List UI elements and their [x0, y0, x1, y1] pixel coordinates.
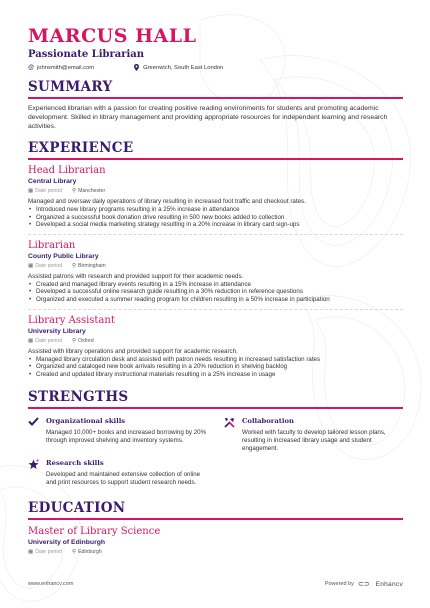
- powered-by: [325, 580, 403, 588]
- date-item: [28, 188, 62, 194]
- bullet-item: • Organized and executed a summer reading program for children resulting in a 50% increase in participation: [28, 296, 403, 304]
- job-meta: [28, 263, 403, 269]
- enhancv-logo-icon: ⊂⊃: [357, 581, 370, 588]
- job-description: Assisted patrons with research and provided support for their academic needs.: [28, 272, 244, 280]
- strength-description: Managed 10,000+ books and increased borrowing by 20% through improved shelving and inventory systems.: [46, 429, 207, 445]
- bullet-item: • Created and updated library instructional materials resulting in a 25% increase in usage: [28, 371, 403, 379]
- calendar-icon: ▦: [28, 188, 34, 194]
- strength-description: Worked with faculty to develop tailored lesson plans, resulting in increased library usage and student engagement.: [242, 429, 386, 452]
- job-entry: [28, 165, 403, 229]
- strengths-heading: STRENGTHS: [28, 389, 129, 406]
- bullet-item: • Introduced new library programs resulting in a 25% increase in attendance: [28, 206, 403, 214]
- map-pin-icon: ⚲: [72, 337, 77, 344]
- summary-text: Experienced librarian with a passion for creating positive reading environments for students and promoting academic development. Skilled in library management and providing appropriate resources for independent learning and research activities.: [28, 105, 388, 130]
- at-sign-icon: @: [28, 65, 35, 71]
- company-name: County Public Library: [28, 252, 99, 260]
- date-item: [28, 549, 62, 555]
- bullet-item: • Organized and cataloged new book arrivals resulting in a 20% reduction in shelving backlog: [28, 363, 403, 371]
- bullet-item: • Developed a social media marketing strategy resulting in a 20% increase in library card sign-ups: [28, 221, 403, 229]
- job-meta: [28, 188, 403, 194]
- page-footer: [28, 580, 403, 588]
- job-bullets: [28, 281, 403, 304]
- job-description: Managed and oversaw daily operations of library resulting in increased foot traffic and checkout rates.: [28, 198, 306, 205]
- map-pin-icon: ⚲: [72, 188, 77, 194]
- strength-name: Organizational skills: [46, 417, 126, 426]
- strength-description: Developed and maintained extensive collection of online and print resources to support student research needs.: [46, 471, 201, 487]
- section-divider: [28, 158, 403, 160]
- job-entry: [28, 240, 403, 304]
- tools-icon: [224, 417, 236, 431]
- resume-header: [28, 26, 403, 72]
- footer-website[interactable]: www.enhancv.com: [28, 581, 74, 587]
- map-pin-icon: ⚲: [72, 262, 77, 269]
- bullet-item: • Developed a successful online research guide resulting in a 30% reduction in reference questions: [28, 288, 403, 296]
- school-name: University of Edinburgh: [28, 539, 106, 547]
- location-item: [72, 188, 105, 194]
- date-item: [28, 263, 62, 269]
- location-item: [72, 338, 94, 344]
- calendar-icon: ▦: [28, 549, 34, 556]
- job-bullets: [28, 356, 403, 379]
- education-entry: [28, 526, 403, 555]
- date-item: [28, 338, 62, 344]
- strength-item: [28, 417, 208, 445]
- education-section: [28, 501, 403, 555]
- experience-section: [28, 141, 403, 378]
- job-title: Library Assistant: [28, 314, 115, 326]
- job-title: Head Librarian: [28, 165, 106, 176]
- education-heading: EDUCATION: [28, 500, 126, 517]
- location-item: [72, 263, 106, 269]
- location-item: [72, 549, 102, 555]
- section-divider: [28, 407, 403, 409]
- job-bullets: [28, 206, 403, 229]
- job-title: Librarian: [28, 239, 76, 251]
- job-meta: [28, 338, 403, 344]
- email-item[interactable]: [28, 65, 94, 71]
- bullet-item: • Organized a successful book donation drive resulting in 500 new books added to collection: [28, 214, 403, 222]
- bullet-item: • Managed library circulation desk and assisted with patron needs resulting in increased satisfaction rates: [28, 356, 403, 364]
- date-text: Date period: [35, 337, 63, 344]
- location-text: Manchester: [78, 188, 106, 194]
- strength-name: Collaboration: [242, 417, 294, 426]
- job-description: Assisted with library operations and provided support for academic research.: [28, 347, 238, 355]
- section-divider: [28, 97, 403, 99]
- resume-content: [28, 26, 403, 555]
- summary-section: [28, 80, 403, 131]
- company-name: University Library: [28, 327, 86, 335]
- candidate-name: MARCUS HALL: [28, 25, 197, 47]
- date-text: Date period: [35, 549, 63, 556]
- location-text: Birmingham: [78, 262, 106, 269]
- checkmark-icon: [28, 417, 40, 429]
- candidate-title: Passionate Librarian: [28, 49, 145, 60]
- powered-by-text: Powered by: [324, 581, 354, 587]
- section-divider: [28, 518, 403, 520]
- degree-title: Master of Library Science: [28, 526, 161, 538]
- job-separator: [28, 234, 403, 235]
- brand-name: Enhancv: [375, 580, 403, 588]
- calendar-icon: ▦: [28, 262, 34, 269]
- experience-heading: EXPERIENCE: [28, 140, 134, 156]
- email-text: johnsmith@email.com: [37, 65, 95, 71]
- education-meta: [28, 549, 403, 555]
- summary-heading: SUMMARY: [28, 79, 113, 95]
- map-pin-icon: [134, 64, 141, 73]
- location-text: Edinburgh: [78, 549, 102, 556]
- calendar-icon: ▦: [28, 337, 34, 344]
- date-text: Date period: [35, 188, 63, 194]
- strength-name: Research skills: [46, 459, 104, 468]
- strength-item: [28, 459, 208, 487]
- location-text: Oxford: [78, 337, 94, 344]
- strengths-grid: [28, 417, 403, 497]
- job-separator: [28, 309, 403, 310]
- location-item: [134, 64, 223, 73]
- contact-info: [28, 64, 403, 72]
- star-icon: [28, 459, 40, 473]
- strengths-section: [28, 390, 403, 497]
- bullet-item: • Created and managed library events resulting in a 15% increase in attendance: [28, 281, 403, 289]
- map-pin-icon: ⚲: [72, 549, 77, 556]
- strength-item: [224, 417, 404, 452]
- location-text: Greenwich, South East London: [143, 65, 224, 71]
- job-entry: [28, 315, 403, 379]
- company-name: Central Library: [28, 178, 77, 185]
- date-text: Date period: [35, 262, 63, 269]
